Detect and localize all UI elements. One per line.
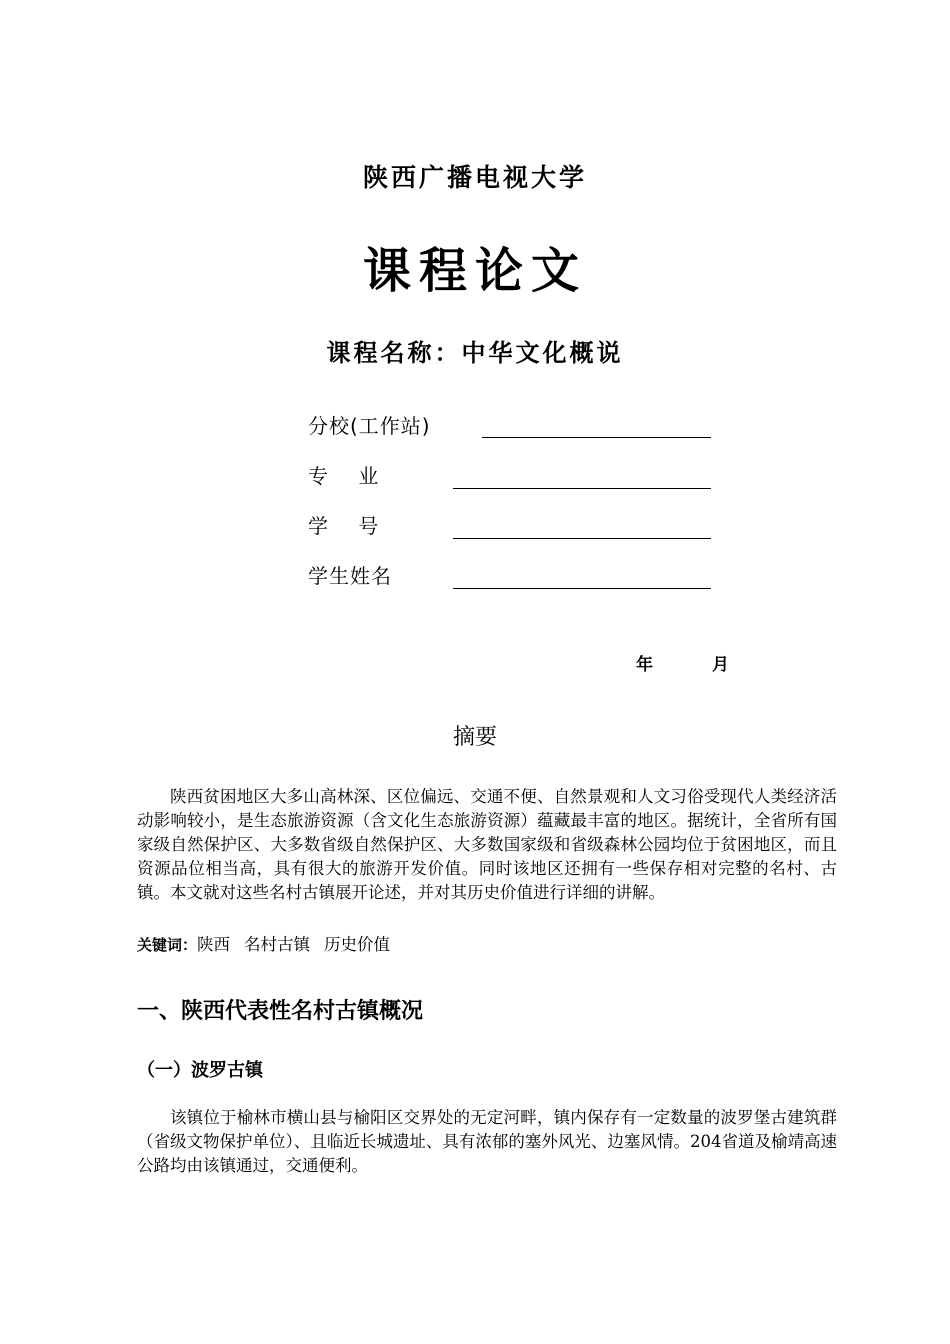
field-student-id-label: 学 号: [308, 514, 380, 538]
field-major-label: 专 业: [308, 464, 380, 488]
section-heading: 一、陕西代表性名村古镇概况: [137, 999, 424, 1024]
subsection-body: 该镇位于榆林市横山县与榆阳区交界处的无定河畔，镇内保存有一定数量的波罗堡古建筑群（省级文物保护单位）、且临近长城遗址、具有浓郁的塞外风光、边塞风情。204省道及榆靖高速公路均由该镇通过，交通便利。: [137, 1108, 837, 1175]
field-major-line: [453, 488, 711, 489]
document-type-title: 课程论文: [362, 243, 587, 299]
keywords-line: [137, 933, 404, 957]
university-name: 陕西广播电视大学: [362, 163, 587, 192]
field-student-id-line: [453, 538, 711, 539]
date-year: 年: [636, 655, 653, 675]
field-student-name-label: 学生姓名: [308, 564, 392, 588]
keyword: 历史价值: [324, 935, 391, 954]
keywords-label: 关键词：: [137, 936, 198, 954]
keyword: 名村古镇: [244, 935, 311, 954]
subsection-heading: （一）波罗古镇: [137, 1060, 263, 1081]
field-branch-label: 分校(工作站): [308, 414, 431, 438]
course-name: 课程名称：中华文化概说: [326, 339, 624, 367]
field-student-name-line: [453, 588, 711, 589]
abstract-title: 摘要: [452, 725, 497, 750]
abstract-body: 陕西贫困地区大多山高林深、区位偏远、交通不便、自然景观和人文习俗受现代人类经济活动影响较小，是生态旅游资源（含文化生态旅游资源）蕴藏最丰富的地区。据统计，全省所有国家级自然保护区、大多数省级自然保护区、大多数国家级和省级森林公园均位于贫困地区，而且资源品位相当高，具有很大的旅游开发价值。同时该地区还拥有一些保存相对完整的名村、古镇。本文就对这些名村古镇展开论述，并对其历史价值进行详细的讲解。: [137, 787, 837, 902]
field-branch-line: [482, 437, 711, 438]
date-month: 月: [712, 655, 729, 675]
keyword: 陕西: [197, 935, 231, 954]
